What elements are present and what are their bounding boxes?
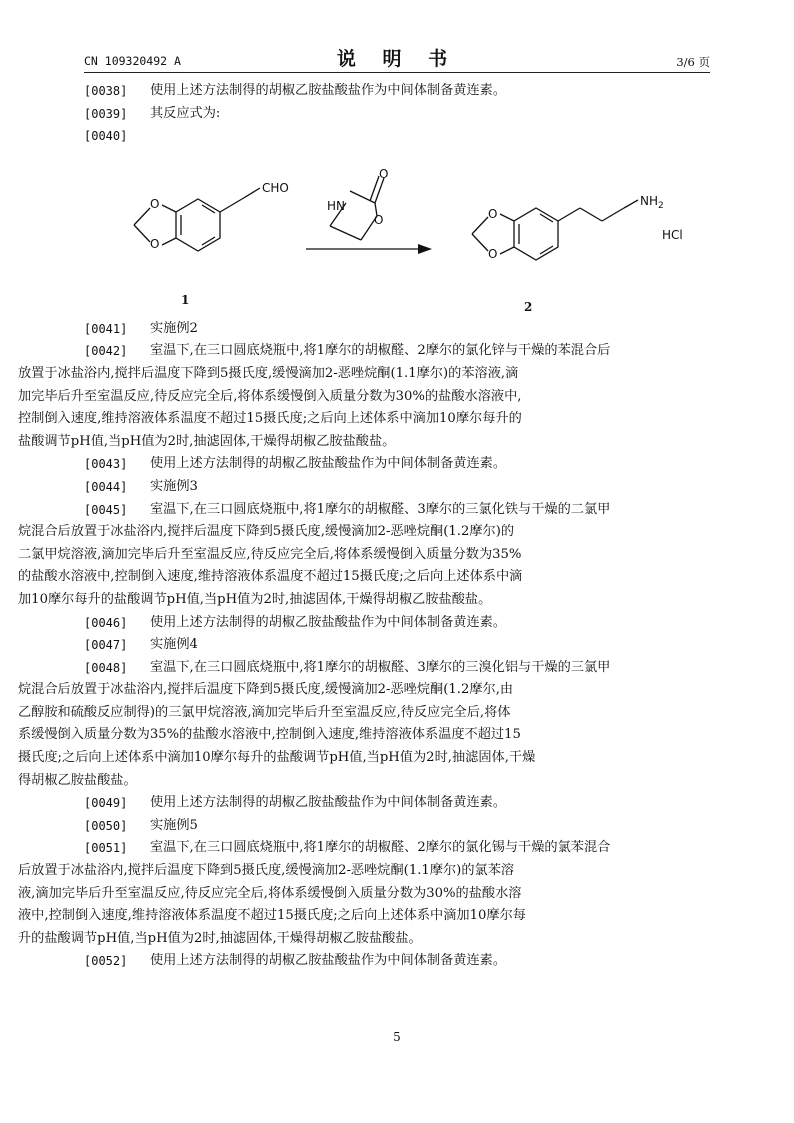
examples-section [18, 318, 710, 973]
cho-label: CHO [262, 180, 289, 195]
paragraph-text: 盐酸调节pH值,当pH值为2时,抽滤固体,干燥得胡椒乙胺盐酸盐。 [18, 433, 396, 449]
page-indicator: 3/6 页 [676, 55, 710, 69]
paragraph-line [18, 589, 710, 612]
paragraph-number: [0046] [84, 615, 128, 630]
paragraph-text: 液中,控制倒入速度,维持溶液体系温度不超过15摄氏度;之后向上述体系中滴加10摩尔每 [18, 908, 526, 924]
paragraph-text: 实施例3 [150, 478, 198, 494]
hcl-label: HCl [662, 227, 683, 242]
paragraph-text: 液,滴加完毕后升至室温反应,待反应完全后,将体系缓慢倒入质量分数为30%的盐酸水溶 [18, 885, 522, 901]
paragraph-text: 烷混合后放置于冰盐浴内,搅拌后温度下降到5摄氏度,缓慢滴加2-恶唑烷酮(1.2摩尔,由 [18, 682, 514, 698]
paragraph-line [18, 860, 710, 883]
paragraph-text: 得胡椒乙胺盐酸盐。 [18, 772, 137, 788]
paragraph [84, 634, 710, 657]
paragraph-number: [0044] [84, 479, 128, 494]
paragraph-line [18, 386, 710, 409]
oxygen-label: O [488, 206, 498, 221]
paragraph [84, 453, 710, 476]
paragraph [84, 612, 710, 635]
paragraph-line [18, 770, 710, 793]
paragraph-number: [0047] [84, 638, 128, 653]
ring-oxygen-label: O [374, 212, 384, 227]
paragraph-line [18, 928, 710, 951]
paragraph [84, 476, 710, 499]
paragraph-line [18, 702, 710, 725]
paragraph-0039 [84, 103, 710, 126]
benzene-ring-1 [176, 199, 220, 251]
reaction-arrow-head [418, 244, 432, 254]
paragraph-number: [0051] [84, 841, 128, 856]
paragraph-number: [0048] [84, 660, 128, 675]
paragraph-number: [0052] [84, 954, 128, 969]
compound-2-label: 2 [524, 299, 533, 314]
paragraph-text [150, 125, 710, 148]
paragraph-line [18, 724, 710, 747]
paragraph-line [18, 408, 710, 431]
paragraph-text: 使用上述方法制得的胡椒乙胺盐酸盐作为中间体制备黄连素。 [150, 83, 507, 98]
page-header [84, 44, 710, 72]
paragraph-text: 实施例2 [150, 320, 198, 336]
paragraph-text: 室温下,在三口圆底烧瓶中,将1摩尔的胡椒醛、2摩尔的氯化锌与干燥的苯混合后 [150, 343, 611, 359]
paragraph-line [18, 521, 710, 544]
page-number: 5 [393, 1030, 401, 1044]
paragraph [84, 499, 710, 522]
paragraph-0040 [84, 125, 710, 148]
paragraph-line [18, 431, 710, 454]
oxygen-label: O [150, 236, 160, 251]
paragraph [84, 837, 710, 860]
paragraph-text: 二氯甲烷溶液,滴加完毕后升至室温反应,待反应完全后,将体系缓慢倒入质量分数为35% [18, 546, 522, 562]
paragraph-text: 的盐酸水溶液中,控制倒入速度,维持溶液体系温度不超过15摄氏度;之后向上述体系中滴 [18, 569, 523, 585]
paragraph-number: [0049] [84, 796, 128, 811]
paragraph-text: 实施例4 [150, 637, 198, 653]
oxygen-label: O [488, 246, 498, 261]
paragraph-number: [0045] [84, 502, 128, 517]
paragraph-number: [0043] [84, 457, 128, 472]
paragraph-number: [0040] [84, 129, 128, 144]
paragraph [84, 340, 710, 363]
paragraph-line [18, 747, 710, 770]
paragraph-text: 使用上述方法制得的胡椒乙胺盐酸盐作为中间体制备黄连素。 [150, 456, 507, 472]
header-divider [84, 72, 710, 73]
paragraph [84, 950, 710, 973]
paragraph-text: 室温下,在三口圆底烧瓶中,将1摩尔的胡椒醛、3摩尔的三氯化铁与干燥的二氯甲 [150, 501, 611, 517]
paragraph-line [18, 883, 710, 906]
paragraph-text: 使用上述方法制得的胡椒乙胺盐酸盐作为中间体制备黄连素。 [150, 795, 507, 811]
nh-label: HN [327, 198, 345, 213]
document-body [18, 80, 710, 973]
paragraph-text: 摄氏度;之后向上述体系中滴加10摩尔每升的盐酸调节pH值,当pH值为2时,抽滤固体,干燥 [18, 750, 536, 766]
benzene-ring-2 [514, 208, 558, 260]
paragraph-line [18, 363, 710, 386]
paragraph-line [18, 566, 710, 589]
paragraph-number: [0041] [84, 321, 128, 336]
paragraph-number: [0038] [84, 84, 128, 98]
paragraph-0038 [84, 80, 710, 103]
paragraph-text: 烷混合后放置于冰盐浴内,搅拌后温度下降到5摄氏度,缓慢滴加2-恶唑烷酮(1.2摩尔)的 [18, 524, 515, 540]
paragraph-text: 使用上述方法制得的胡椒乙胺盐酸盐作为中间体制备黄连素。 [150, 614, 507, 630]
page-title: 说 明 书 [336, 48, 458, 70]
paragraph-line [18, 905, 710, 928]
amine-label: $NH_2$ [640, 193, 664, 211]
paragraph-line [18, 679, 710, 702]
paragraph-text: 乙醇胺和硫酸反应制得)的三氯甲烷溶液,滴加完毕后升至室温反应,待反应完全后,将体 [18, 704, 511, 720]
carbonyl-oxygen-label: O [379, 166, 389, 181]
paragraph [84, 792, 710, 815]
paragraph-number: [0050] [84, 818, 128, 833]
reaction-scheme [84, 148, 710, 318]
paragraph-text: 实施例5 [150, 817, 198, 833]
paragraph-text: 系缓慢倒入质量分数为35%的盐酸水溶液中,控制倒入速度,维持溶液体系温度不超过15 [18, 727, 521, 743]
paragraph-text: 室温下,在三口圆底烧瓶中,将1摩尔的胡椒醛、2摩尔的氯化锡与干燥的氯苯混合 [150, 840, 611, 856]
paragraph-text: 加10摩尔每升的盐酸调节pH值,当pH值为2时,抽滤固体,干燥得胡椒乙胺盐酸盐。 [18, 591, 492, 607]
paragraph-line [18, 544, 710, 567]
paragraph [84, 318, 710, 341]
paragraph-text: 控制倒入速度,维持溶液体系温度不超过15摄氏度;之后向上述体系中滴加10摩尔每升的 [18, 411, 522, 427]
patent-number: CN 109320492 A [84, 54, 181, 68]
compound-1-label: 1 [181, 292, 190, 307]
paragraph-text: 使用上述方法制得的胡椒乙胺盐酸盐作为中间体制备黄连素。 [150, 953, 507, 969]
paragraph-text: 室温下,在三口圆底烧瓶中,将1摩尔的胡椒醛、3摩尔的三溴化铝与干燥的三氯甲 [150, 659, 611, 675]
paragraph-text: 其反应式为: [150, 105, 221, 121]
reaction-scheme-svg [84, 148, 710, 318]
oxygen-label: O [150, 196, 160, 211]
paragraph-number: [0042] [84, 344, 128, 359]
paragraph-text: 后放置于冰盐浴内,搅拌后温度下降到5摄氏度,缓慢滴加2-恶唑烷酮(1.1摩尔)的氯苯溶 [18, 863, 515, 879]
paragraph-text: 放置于冰盐浴内,搅拌后温度下降到5摄氏度,缓慢滴加2-恶唑烷酮(1.1摩尔)的苯溶液,滴 [18, 365, 519, 381]
paragraph-text: 升的盐酸调节pH值,当pH值为2时,抽滤固体,干燥得胡椒乙胺盐酸盐。 [18, 930, 422, 946]
paragraph [84, 657, 710, 680]
paragraph [84, 815, 710, 838]
paragraph-number: [0039] [84, 106, 128, 121]
paragraph-text: 加完毕后升至室温反应,待反应完全后,将体系缓慢倒入质量分数为30%的盐酸水溶液中, [18, 388, 522, 404]
